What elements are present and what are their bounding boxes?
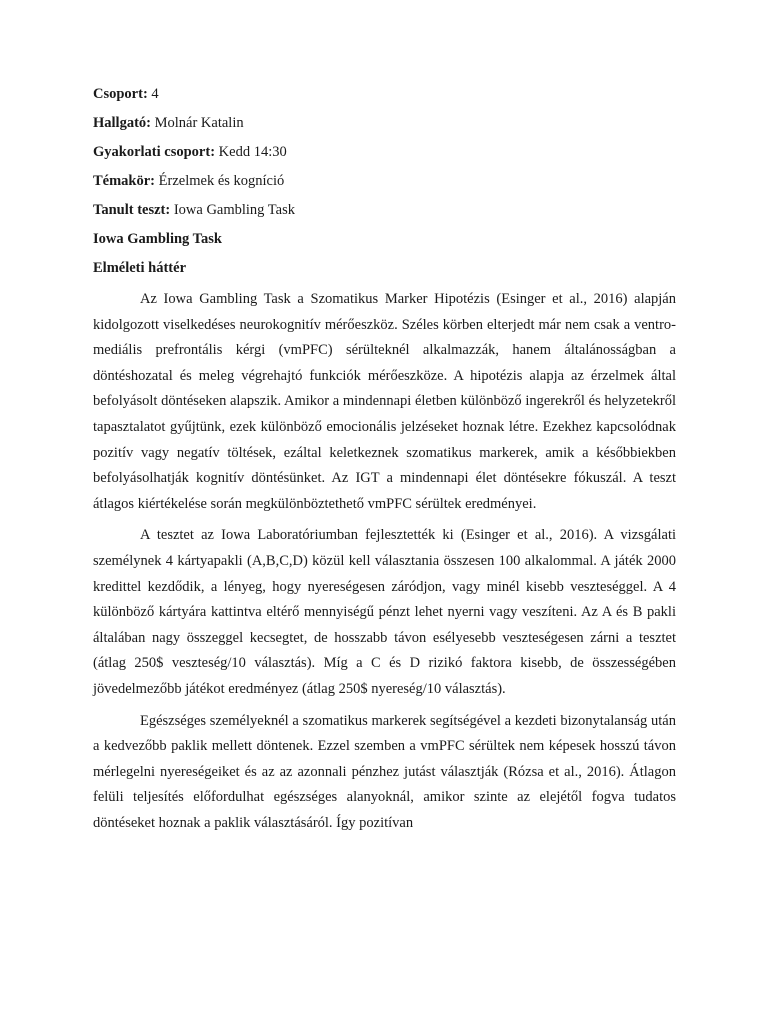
student-line [93, 113, 676, 133]
group-value: 4 [147, 86, 159, 102]
group-line [93, 84, 676, 104]
test-studied-value: Iowa Gambling Task [170, 202, 295, 218]
topic-label: Témakör: [93, 173, 156, 189]
student-label: Hallgató: [93, 115, 151, 131]
paragraph-1: Az Iowa Gambling Task a Szomatikus Marker Hipotézis (Esinger et al., 2016) alapján kidolgozott viselkedéses neurokognitív mérőeszköz. Széles körben elterjedt már nem csak a ventro-mediális prefrontális kérgi (vmPFC) sérülteknél alkalmazzák, hanem általánosságban a döntéshozatal és meleg végrehajtó funkciók mérőeszköze. A hipotézis alapja az érzelmek által befolyásolt döntéseken alapszik. Amikor a mindennapi életben különböző ingerekről és helyzetekről tapasztalatot gyűjtünk, ezek különböző emocionális jelzéseket hoznak létre. Ezekhez kapcsolódnak pozitív vagy negatív töltések, ezáltal keletkeznek szomatikus markerek, amik a későbbiekben befolyásolhatják kognitív döntésünket. Az IGT a mindennapi élet döntésekre fókuszál. A teszt átlagos kiértékelése során megkülönböztethető vmPFC sérültek eredményei. [93, 291, 676, 512]
group-label: Csoport: [93, 86, 148, 102]
paragraph-3: Egészséges személyeknél a szomatikus markerek segítségével a kezdeti bizonytalanság után a kedvezőbb paklik mellett döntenek. Ezzel szemben a vmPFC sérültek nem képesek hosszú távon mérlegelni nyereségeiket és az az azonnali pénzhez jutást választják (Rózsa et al., 2016). Átlagon felüli teljesítés előfordulhat egészséges alanyoknál, amikor szinte az elejétől fogva tudatos döntéseket hoznak a paklik választásáról. Így pozitívan [93, 712, 676, 831]
practice-group-label: Gyakorlati csoport: [93, 144, 216, 160]
document-page [93, 84, 676, 842]
document-title: Iowa Gambling Task [93, 231, 222, 247]
topic-value: Érzelmek és kogníció [155, 173, 285, 189]
topic-line [93, 171, 676, 191]
practice-group-line [93, 142, 676, 162]
paragraph-2: A tesztet az Iowa Laboratóriumban fejlesztették ki (Esinger et al., 2016). A vizsgálati személynek 4 kártyapakli (A,B,C,D) közül kell választania összesen 100 alkalommal. A játék 2000 kredittel kezdődik, a lényeg, hogy nyereségesen záródjon, vagy minél kisebb veszteséggel. A 4 különböző kártyára kattintva eltérő mennyiségű pénzt lehet nyerni vagy veszíteni. Az A és B pakli általában nagy összeggel kecsegtet, de hosszabb távon esélyesebb veszteségesen zárni a tesztet (átlag 250$ veszteség/10 választás). Míg a C és D rizikó faktora kisebb, de összességében jövedelmezőbb játékot eredményez (átlag 250$ nyereség/10 választás). [93, 527, 676, 697]
test-studied-label: Tanult teszt: [93, 202, 171, 218]
student-value: Molnár Katalin [151, 115, 244, 131]
section-title: Elméleti háttér [93, 260, 187, 276]
test-studied-line [93, 200, 676, 220]
practice-group-value: Kedd 14:30 [215, 144, 287, 160]
